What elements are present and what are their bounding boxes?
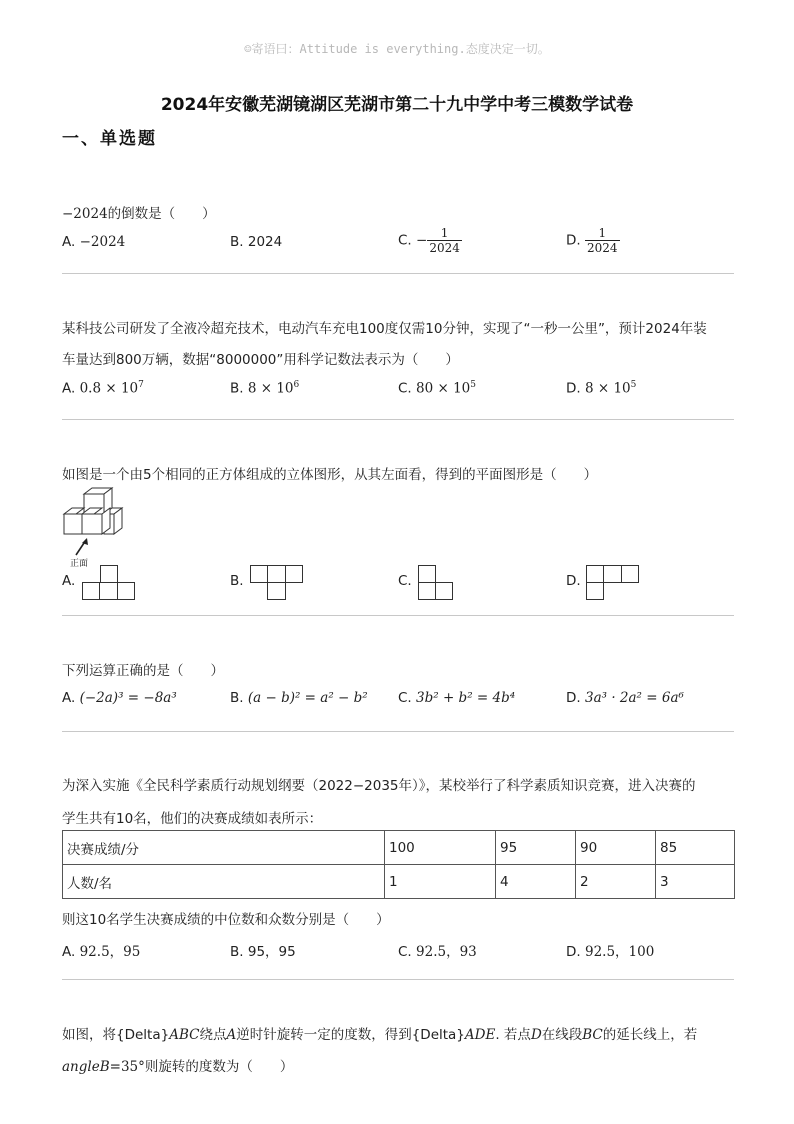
q5-option-b[interactable]: B. 95，95: [230, 944, 296, 960]
q2-stem-line1: 某科技公司研发了全液冷超充技术，电动汽车充电100度仅需10分钟，实现了“一秒一公里”，预计2024年装: [62, 321, 707, 337]
q3-option-d-shape: [586, 565, 640, 601]
q5-option-d[interactable]: D. 92.5，100: [566, 944, 655, 960]
q3-option-c[interactable]: C.: [398, 573, 412, 589]
score-table: [62, 830, 735, 899]
q3-stem: 如图是一个由5个相同的正方体组成的立体图形，从其左面看，得到的平面图形是（ ）: [62, 467, 598, 483]
q4-option-a[interactable]: A. (−2a)³ = −8a³: [62, 690, 177, 706]
q3-option-d[interactable]: D.: [566, 573, 581, 589]
q5-stem-line1: 为深入实施《全民科学素质行动规划纲要（2022−2035年）》，某校举行了科学素质知识竞赛，进入决赛的: [62, 778, 696, 794]
q4-option-c[interactable]: C. 3b² + b² = 4b⁴: [398, 690, 516, 706]
divider: [62, 273, 734, 274]
q5-option-a[interactable]: A. 92.5，95: [62, 944, 141, 960]
front-label: 正面: [70, 559, 89, 569]
q2-option-d[interactable]: D. $8 \times 10^5$: [566, 380, 637, 397]
table-row: 决赛成绩/分 100 95 90 85: [63, 831, 735, 865]
divider: [62, 731, 734, 732]
q1-stem-text: 的倒数是（ ）: [107, 206, 216, 222]
q1-option-d[interactable]: D. $\frac{1}{2024}$: [566, 226, 618, 255]
q1-option-b[interactable]: B. 2024: [230, 234, 283, 250]
q5-question: 则这10名学生决赛成绩的中位数和众数分别是（ ）: [62, 912, 390, 928]
fraction: $\frac{1}{2024}$: [429, 226, 460, 255]
q6-stem-line2: angleB=35°则旋转的度数为（ ）: [62, 1059, 294, 1075]
table-row: 人数/名 1 4 2 3: [63, 865, 735, 899]
q2-option-b[interactable]: B. $8 \times 10^6$: [230, 380, 300, 397]
q4-stem: 下列运算正确的是（ ）: [62, 663, 224, 679]
q1-option-c[interactable]: C. − $\frac{1}{2024}$: [398, 226, 460, 255]
q3-option-b[interactable]: B.: [230, 573, 244, 589]
q3-option-b-shape: [250, 565, 304, 601]
q4-option-d[interactable]: D. 3a³ · 2a² = 6a⁶: [566, 690, 684, 706]
divider: [62, 979, 734, 980]
q1-stem-number: −2024: [62, 206, 108, 222]
q2-stem-line2: 车量达到800万辆，数据“8000000”用科学记数法表示为（ ）: [62, 352, 459, 368]
q3-option-c-shape: [418, 565, 456, 601]
fraction: $\frac{1}{2024}$: [586, 226, 618, 255]
q6-stem-line1: 如图，将{Delta}ABC绕点A逆时针旋转一定的度数，得到{Delta}ADE. 若点D在线段BC的延长线上，若: [62, 1027, 698, 1043]
q2-option-a[interactable]: A. $0.8 \times 10^7$: [62, 380, 144, 397]
divider: [62, 419, 734, 420]
q1-stem: [62, 202, 216, 222]
q5-option-c[interactable]: C. 92.5，93: [398, 944, 477, 960]
q4-option-b[interactable]: B. (a − b)² = a² − b²: [230, 690, 368, 706]
q5-stem-line2: 学生共有10名，他们的决赛成绩如表所示：: [62, 811, 323, 827]
divider: [62, 615, 734, 616]
page-title: 2024年安徽芜湖镜湖区芜湖市第二十九中学中考三模数学试卷: [160, 95, 634, 115]
motto-text: ☺寄语曰：Attitude is everything.态度决定一切。: [244, 42, 550, 56]
q3-option-a[interactable]: A.: [62, 573, 76, 589]
q3-option-a-shape: [82, 565, 136, 601]
q2-option-c[interactable]: C. $80 \times 10^5$: [398, 380, 477, 397]
q1-option-a[interactable]: A. −2024: [62, 234, 126, 250]
section-heading: 一、单选题: [62, 129, 157, 149]
